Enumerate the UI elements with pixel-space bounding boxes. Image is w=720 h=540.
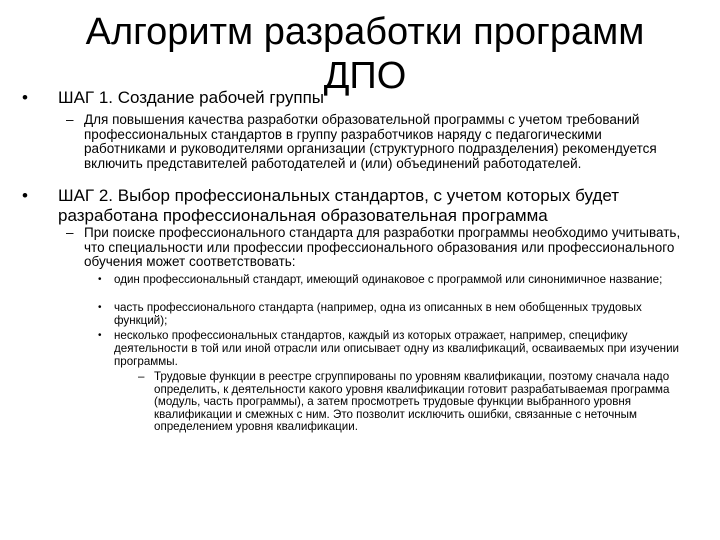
list-item-text: часть профессионального стандарта (например, одна из описанных в нем обобщенных трудовых функций);	[114, 301, 642, 327]
note-text: Трудовые функции в реестре сгруппированы по уровням квалификации, поэтому сначала надо определить, к деятельности какого уровня квалификации готовит разрабатываемая программа (модуль, часть программы), а затем просмотреть трудовые функции выбранного уровня квалификации и смежных с ним. Это позволит исключить ошибки, связанные с неточным определением уровня квалификации.	[154, 370, 670, 434]
list-item	[98, 274, 698, 287]
list-item-text: один профессиональный стандарт, имеющий одинаковое с программой или синонимичное название;	[114, 273, 663, 286]
step1-heading: ШАГ 1. Создание рабочей группы	[58, 88, 324, 107]
step1-sub-text: Для повышения качества разработки образовательной программы с учетом требований профессиональных стандартов в группу разработчиков наряду с педагогическими работниками и руководителями организации (структурного подразделения) рекомендуется включить представителей работодателей и (или) объединений работодателей.	[84, 112, 657, 171]
dash-icon: –	[66, 225, 74, 240]
step2-item	[22, 186, 682, 226]
dash-icon: –	[66, 112, 74, 127]
step2-heading: ШАГ 2. Выбор профессиональных стандартов, с учетом которых будет разработана профессиональная образовательная программа	[58, 186, 620, 225]
step1-sub-item	[66, 113, 686, 171]
slide-title: Алгоритм разработки программ ДПО	[85, 11, 645, 97]
step2-sub-text: При поиске профессионального стандарта для разработки программы необходимо учитывать, что специальности или профессии профессионального образования или профессионального обучения может соответствовать:	[84, 225, 681, 269]
bullet-icon: •	[22, 186, 28, 205]
note-item	[138, 371, 698, 434]
list-item	[98, 302, 698, 328]
bullet-icon: •	[22, 88, 28, 107]
step2-sub-item	[66, 226, 686, 270]
bullet-icon: •	[98, 330, 102, 341]
step1-item	[22, 88, 682, 108]
bullet-icon: •	[98, 274, 102, 285]
dash-icon: –	[138, 370, 145, 383]
list-item-text: несколько профессиональных стандартов, каждый из которых отражает, например, специфику деятельности в той или иной отрасли или описывает одну из квалификаций, осваиваемых при изучении программы.	[114, 329, 680, 368]
list-item	[98, 330, 698, 368]
bullet-icon: •	[98, 302, 102, 313]
